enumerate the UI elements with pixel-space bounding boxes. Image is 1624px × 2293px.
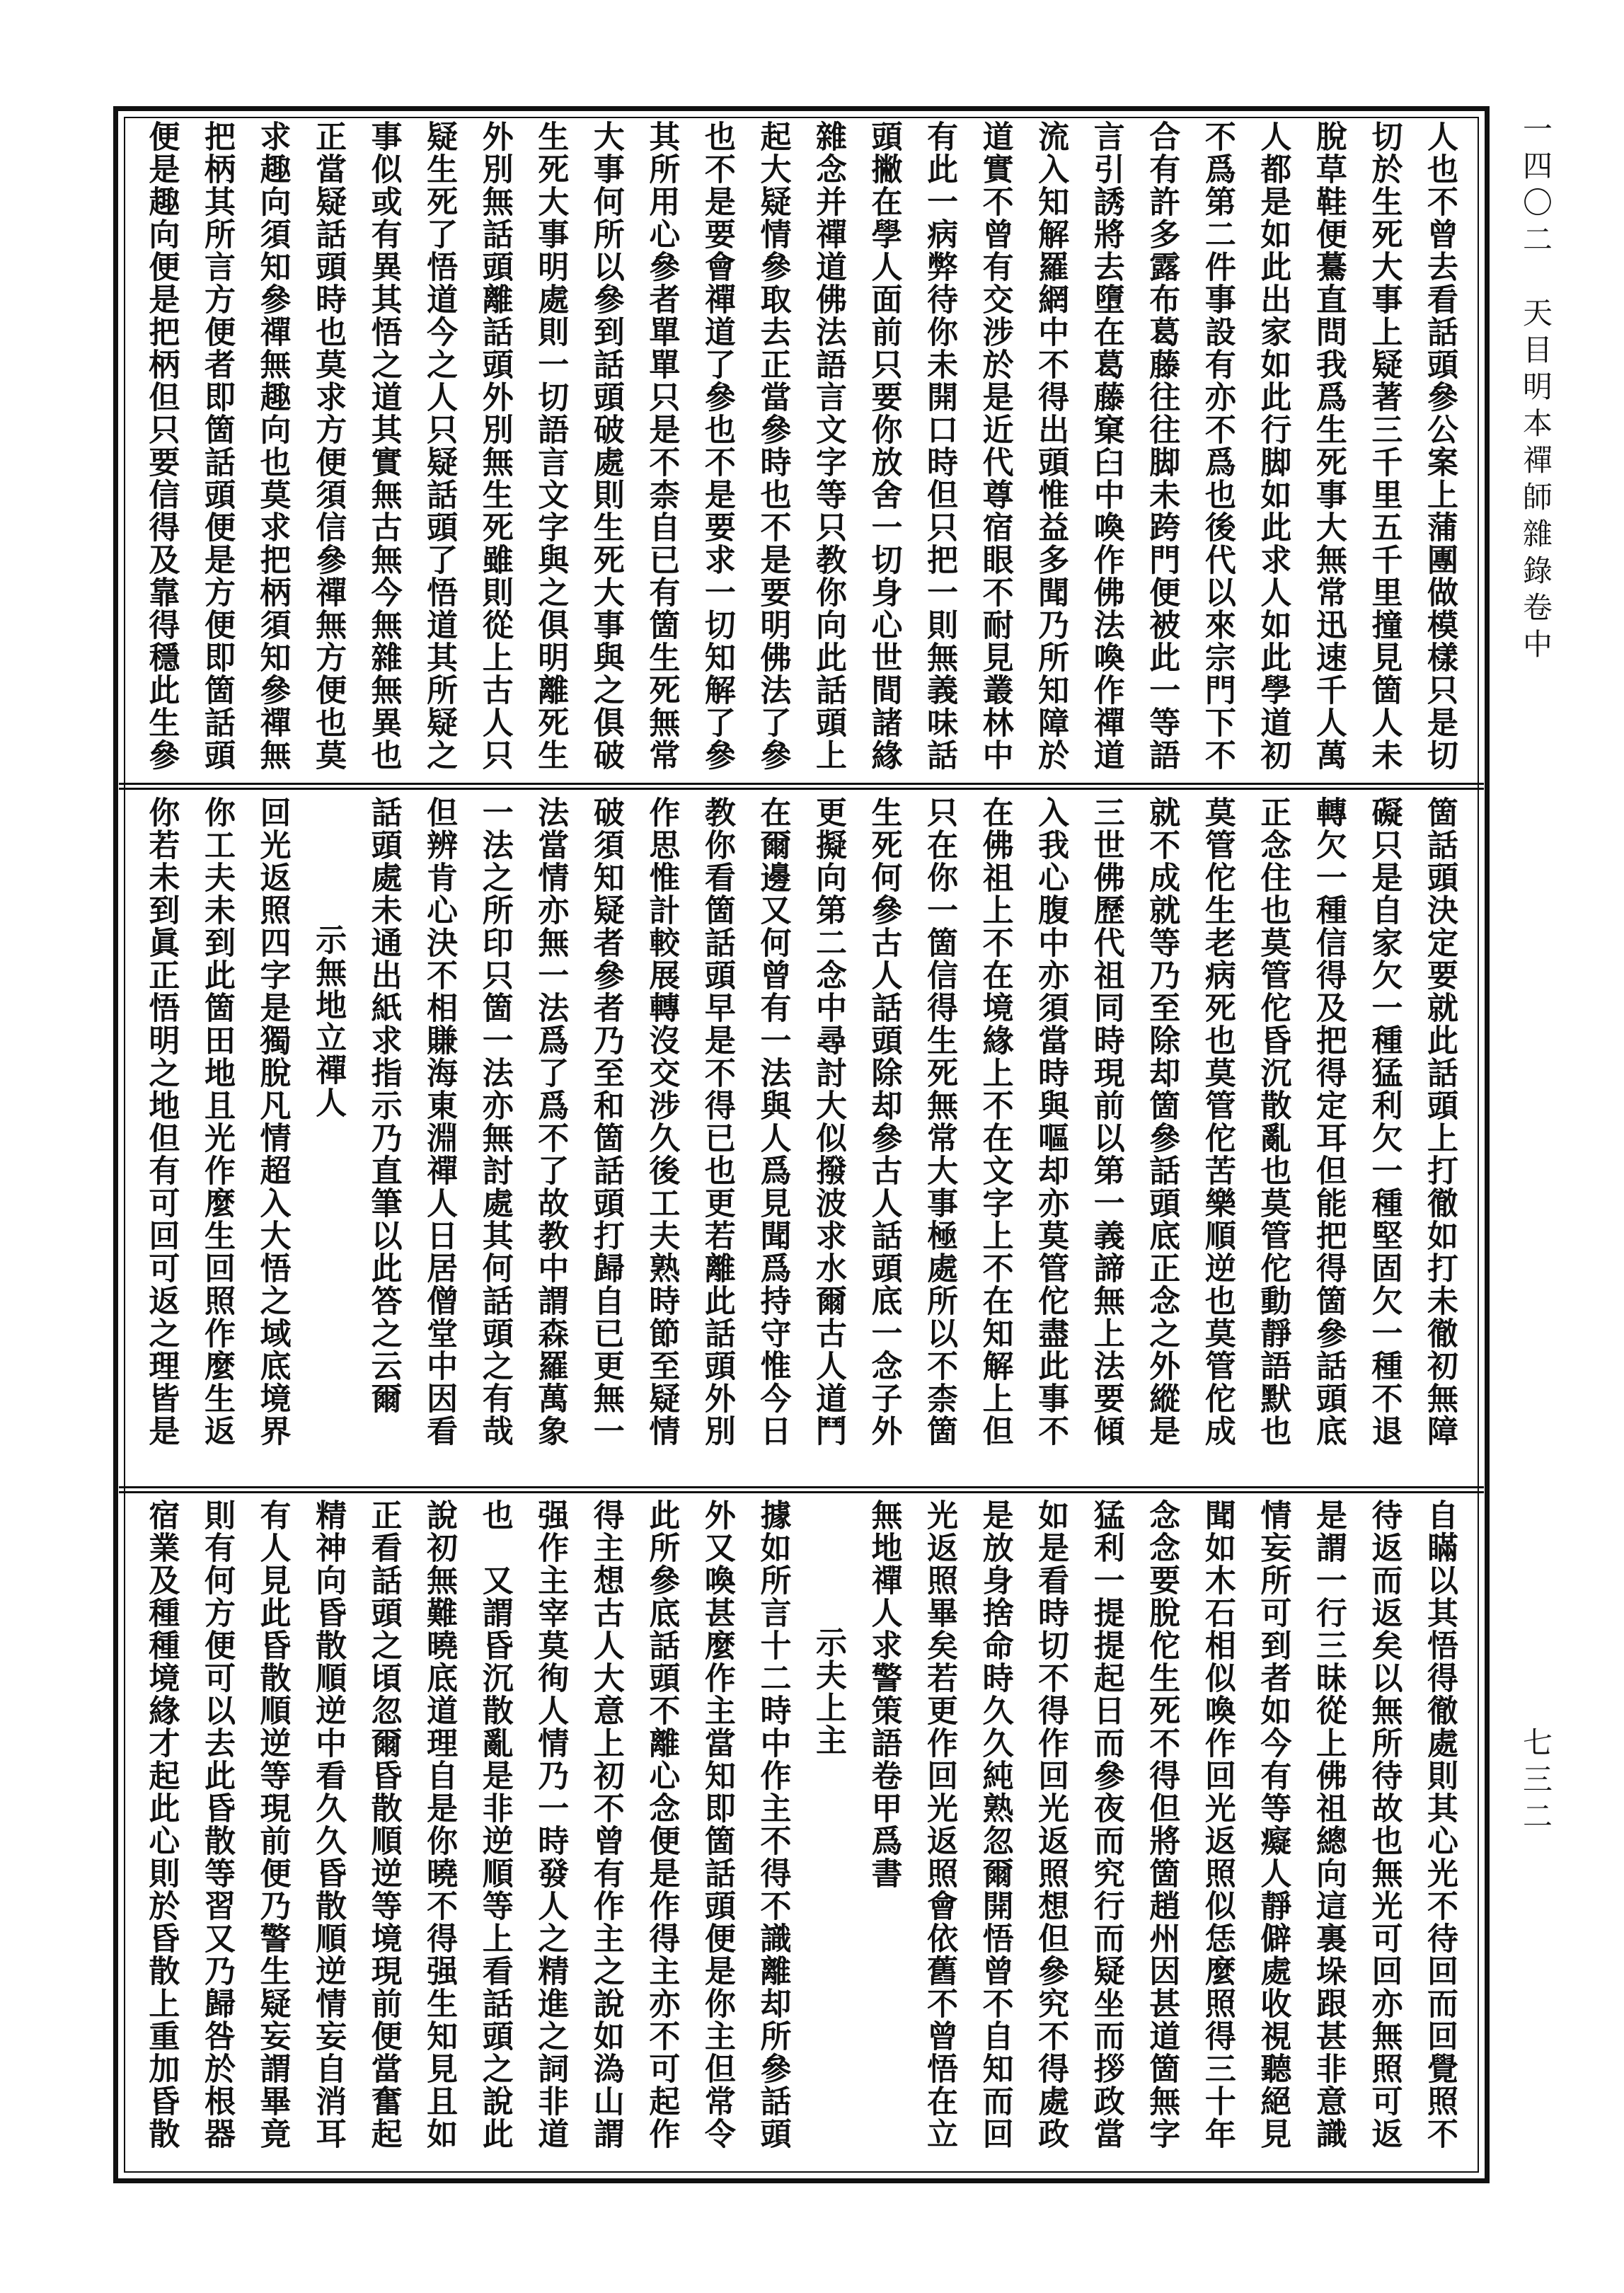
text-column: 念念要脫佗生死不得但將箇趙州因甚道箇無字 (1144, 1499, 1180, 2150)
text-column: 正看話頭之頃忽爾昏散順逆等境現前便當奮起 (365, 1499, 402, 2150)
text-column: 據如所言十二時中作主不得不識離却所參話頭 (754, 1499, 791, 2150)
text-column: 起大疑情參取去正當參時也不是要明佛法了參 (754, 120, 791, 771)
text-column: 你工夫未到此箇田地且光作麼生回照作麼生返 (198, 796, 235, 1447)
text-column: 聞如木石相似喚作回光返照似恁麼照得三十年 (1199, 1499, 1236, 2150)
text-column: 你若未到眞正悟明之地但有可回可返之理皆是 (143, 796, 180, 1447)
text-column: 自瞞以其悟得徹處則其心光不待回而回覺照不 (1422, 1499, 1458, 2150)
text-column: 生死大事明處則一切語言文字與之俱明離死生 (532, 120, 569, 771)
text-column: 道實不曾有交涉於是近代尊宿眼不耐見叢林中 (977, 120, 1013, 771)
text-column: 切於生死大事上疑著三千里五千里撞見箇人未 (1366, 120, 1403, 771)
text-column: 則有何方便可以去此昏散等習又乃歸咎於根器 (198, 1499, 235, 2150)
text-column: 便是趣向便是把柄但只要信得及靠得穩此生參 (143, 120, 180, 771)
text-column: 合有許多露布葛藤往往脚未跨門便被此一等語 (1144, 120, 1180, 771)
text-column: 礙只是自家欠一種猛利欠一種堅固欠一種不退 (1366, 796, 1403, 1447)
text-column: 說初無難曉底道理自是你曉不得强生知見且如 (421, 1499, 458, 2150)
text-column: 把柄其所言方便者即箇話頭便是方便即箇話頭 (198, 120, 235, 771)
text-column: 待返而返矣以無所待故也無光可回亦無照可返 (1366, 1499, 1403, 2150)
text-column: 猛利一提提起日而參夜而究行而疑坐而拶政當 (1088, 1499, 1124, 2150)
text-column: 精神向昏散順逆中看久久昏散順逆情妄自消耳 (310, 1499, 347, 2150)
text-panel-bottom (127, 1499, 1475, 2173)
text-column: 也不是要會禪道了參也不是要求一切知解了參 (698, 120, 735, 771)
text-column: 求趣向須知參禪無趣向也莫求把柄須知參禪無 (254, 120, 291, 771)
text-column: 不爲第二件事設有亦不爲也後代以來宗門下不 (1199, 120, 1236, 771)
text-column: 情妄所可到者如今有等癡人靜僻處收視聽絕見 (1255, 1499, 1291, 2150)
text-column: 示無地立禪人 (310, 924, 347, 1119)
book-title: 天目明本禪師雜錄卷中 (1519, 297, 1553, 665)
text-column: 只在你一箇信得生死無常大事極處所以不柰箇 (921, 796, 958, 1447)
text-column: 人也不曾去看話頭參公案上蒲團做模樣只是切 (1422, 120, 1458, 771)
text-column: 人都是如此出家如此行脚如此求人如此學道初 (1255, 120, 1291, 771)
text-column: 其所用心參者單單只是不柰自已有箇生死無常 (643, 120, 680, 771)
text-column: 破須知疑者參者乃至和箇話頭打歸自已更無一 (587, 796, 624, 1447)
panel-divider (119, 783, 1484, 790)
text-column: 也 又謂昏沉散亂是非逆順等上看話頭之說此 (476, 1499, 513, 2150)
running-header (1514, 113, 1557, 665)
text-column: 箇話頭決定要就此話頭上打徹如打未徹初無障 (1422, 796, 1458, 1447)
folio-number: 七三二 (1519, 1727, 1553, 1837)
text-column: 正當疑話頭時也莫求方便須信參禪無方便也莫 (310, 120, 347, 771)
text-column: 雜念并禪道佛法語言文字等只教你向此話頭上 (810, 120, 846, 771)
text-column: 此所參底話頭不離心念便是作得主亦不可起作 (643, 1499, 680, 2150)
text-column: 作思惟計較展轉沒交涉久後工夫熟時節至疑情 (643, 796, 680, 1447)
panel-divider (119, 1486, 1484, 1493)
text-column: 是放身捨命時久久純熟忽爾開悟曾不自知而回 (977, 1499, 1013, 2150)
text-column: 一法之所印只箇一法亦無討處其何話頭之有哉 (476, 796, 513, 1447)
page-number: 一四〇二 (1519, 113, 1553, 260)
text-column: 光返照畢矣若更作回光返照會依舊不曾悟在立 (921, 1499, 958, 2150)
text-column: 生死何參古人話頭除却參古人話頭底一念子外 (865, 796, 902, 1447)
text-column: 疑生死了悟道今之人只疑話頭了悟道其所疑之 (421, 120, 458, 771)
text-column: 言引誘將去墮在葛藤窠臼中喚作佛法喚作禪道 (1088, 120, 1124, 771)
text-column: 大事何所以參到話頭破處則生死大事與之俱破 (587, 120, 624, 771)
text-column: 話頭處未通出紙求指示乃直筆以此答之云爾 (365, 796, 402, 1415)
text-column: 入我心腹中亦須當時與嘔却亦莫管佗盡此事不 (1032, 796, 1069, 1447)
text-column: 流入知解羅網中不得出頭惟益多聞乃所知障於 (1032, 120, 1069, 771)
text-column: 無地禪人求警策語卷甲爲書 (865, 1499, 902, 1890)
text-column: 法當情亦無一法爲了爲不了故教中謂森羅萬象 (532, 796, 569, 1447)
text-column: 得主想古人大意上初不曾有作主之說如溈山謂 (587, 1499, 624, 2150)
text-column: 三世佛歷代祖同時現前以第一義諦無上法要傾 (1088, 796, 1124, 1447)
text-column: 回光返照四字是獨脫凡情超入大悟之域底境界 (254, 796, 291, 1447)
text-column: 更擬向第二念中尋討大似撥波求水爾古人道鬥 (810, 796, 846, 1447)
text-column: 如是看時切不得作回光返照想但參究不得處政 (1032, 1499, 1069, 2150)
text-column: 外又喚甚麼作主當知即箇話頭便是你主但常令 (698, 1499, 735, 2150)
text-column: 教你看箇話頭早是不得已也更若離此話頭外別 (698, 796, 735, 1447)
text-column: 示夫上主 (810, 1626, 846, 1757)
text-column: 在佛祖上不在境緣上不在文字上不在知解上但 (977, 796, 1013, 1447)
text-column: 莫管佗生老病死也莫管佗苦樂順逆也莫管佗成 (1199, 796, 1236, 1447)
text-column: 但辨肯心決不相賺海東淵禪人日居僧堂中因看 (421, 796, 458, 1447)
text-column: 頭撇在學人面前只要你放舍一切身心世間諸緣 (865, 120, 902, 771)
text-column: 脫草鞋便驀直問我爲生死事大無常迅速千人萬 (1310, 120, 1347, 771)
text-column: 轉欠一種信得及把得定耳但能把得箇參話頭底 (1310, 796, 1347, 1447)
text-column: 有此一病弊待你未開口時但只把一則無義味話 (921, 120, 958, 771)
text-column: 是謂一行三昧從上佛祖總向這裏垛跟甚非意識 (1310, 1499, 1347, 2150)
text-column: 就不成就等乃至除却箇參話頭底正念之外縱是 (1144, 796, 1180, 1447)
text-column: 正念住也莫管佗昏沉散亂也莫管佗動靜語默也 (1255, 796, 1291, 1447)
text-column: 宿業及種種境緣才起此心則於昏散上重加昏散 (143, 1499, 180, 2150)
text-panel-middle (127, 796, 1475, 1479)
text-column: 外別無話頭離話頭外別無生死雖則從上古人只 (476, 120, 513, 771)
text-column: 强作主宰莫徇人情乃一時發人之精進之詞非道 (532, 1499, 569, 2150)
text-column: 有人見此昏散順逆等現前便乃警生疑妄謂畢竟 (254, 1499, 291, 2150)
text-column: 事似或有異其悟之道其實無古無今無雜無異也 (365, 120, 402, 771)
text-panel-top (127, 120, 1475, 778)
text-column: 在爾邊又何曾有一法與人爲見聞爲持守惟今日 (754, 796, 791, 1447)
